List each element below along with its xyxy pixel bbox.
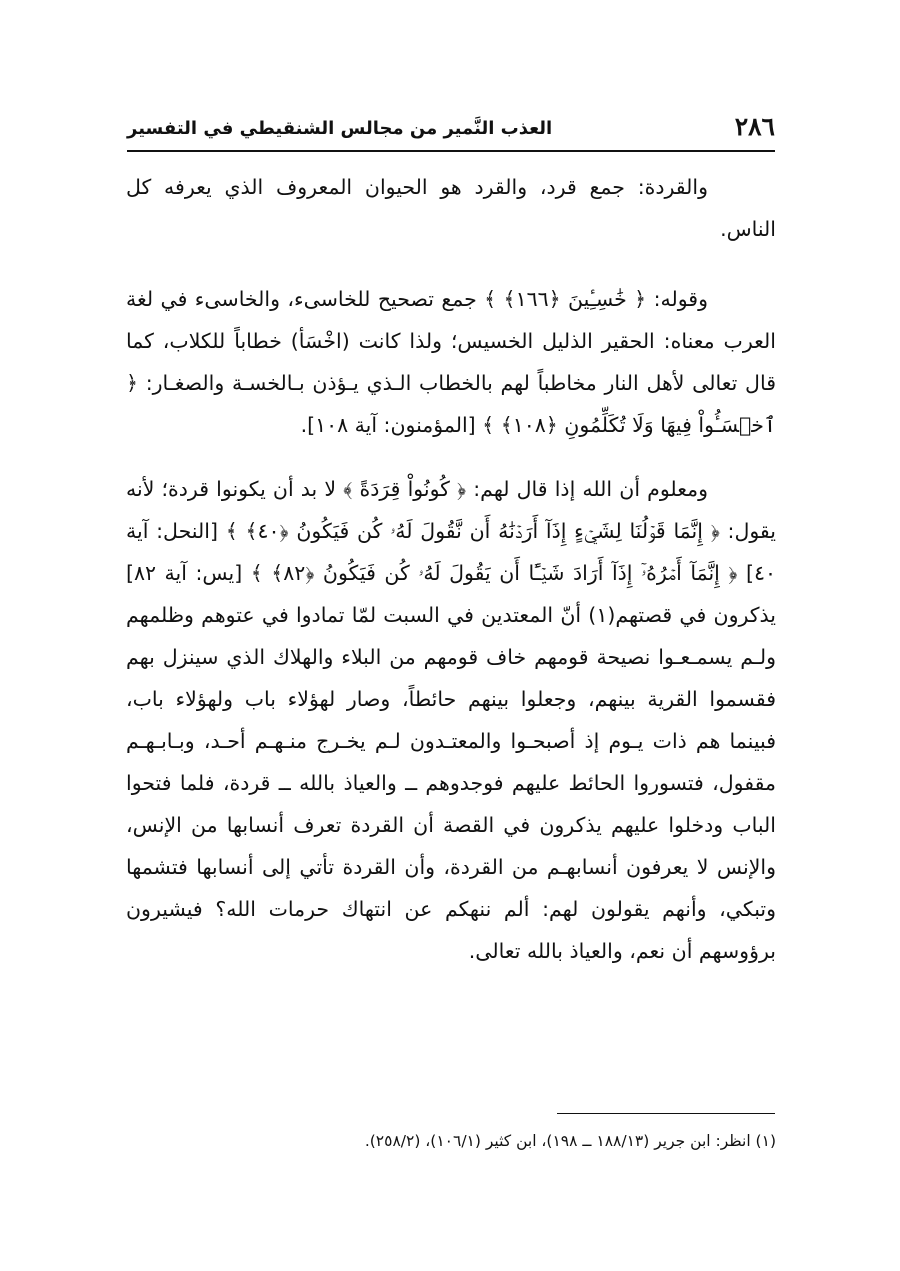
paragraph-khasiin-explanation: وقوله: ﴿ خَٰسِـِٔينَ ﴿١٦٦﴾ ﴾ جمع تصحيح للخاسىء، والخاسىء في لغة العرب معناه: الحقير الذليل الخسيس؛ ولذا كانت (اخْسَأ) خطاباً للكلاب، كما قال تعالى لأهل النار مخاطباً لهم بالخطاب الـذي يـؤذن بـالخسـة والصغـار: ﴿ ٱخۡسَـُٔواْ فِيهَا وَلَا تُكَلِّمُونِ ﴿١٠٨﴾ ﴾ [المؤمنون: آية ١٠٨]. [126, 287, 776, 437]
header-rule [127, 150, 775, 152]
page-header [127, 112, 775, 146]
footnote-rule [557, 1113, 775, 1114]
running-title: العذب النَّمير من مجالس الشنقيطي في التفسير [127, 118, 553, 139]
body-text [126, 166, 776, 972]
paragraph-sabbath-story: ومعلوم أن الله إذا قال لهم: ﴿ كُونُواْ قِرَدَةً ﴾ لا بد أن يكونوا قردة؛ لأنه يقول: ﴿ إِنَّمَا قَوۡلُنَا لِشَيۡءٍ إِذَآ أَرَدۡنَٰهُ أَن نَّقُولَ لَهُۥ كُن فَيَكُونُ ﴿٤٠﴾ ﴾ [النحل: آية ٤٠] ﴿ إِنَّمَآ أَمۡرُهُۥٓ إِذَآ أَرَادَ شَيۡـًٔا أَن يَقُولَ لَهُۥ كُن فَيَكُونُ ﴿٨٢﴾ ﴾ [يس: آية ٨٢] يذكرون في قصتهم(١) أنّ المعتدين في السبت لمّا تمادوا في عتوهم وظلمهم ولـم يسمـعـوا نصيحة قومهم خاف قومهم من البلاء والهلاك الذي سينزل بهم فقسموا القرية بينهم، وجعلوا بينهم حائطاً، وصار لهؤلاء باب ولهؤلاء باب، فبينما هم ذات يـوم إذ أصبحـوا والمعتـدون لـم يخـرج منـهـم أحـد، وبـابـهـم مقفول، فتسوروا الحائط عليهم فوجدوهم ــ والعياذ بالله ــ قردة، فلما فتحوا الباب ودخلوا عليهم يذكرون في القصة أن القردة تعرف أنسابها من الإنس، والإنس لا يعرفون أنسابهـم من القردة، وأن القردة تأتي إلى أنسابها فتشمها وتبكي، وأنهم يقولون لهم: ألم ننهكم عن انتهاك حرمات الله؟ فيشيرون برؤوسهم أن نعم، والعياذ بالله تعالى. [126, 477, 777, 963]
paragraph-gap [126, 446, 776, 468]
footnote: (١) انظر: ابن جرير (١٨٨/١٣ ــ ١٩٨)، ابن كثير (١٠٦/١)، (٢٥٨/٢). [364, 1132, 776, 1150]
paragraph-gap [126, 250, 776, 278]
page-number: ٢٨٦ [734, 112, 775, 141]
paragraph-qirada-definition: والقردة: جمع قرد، والقرد هو الحيوان المعروف الذي يعرفه كل الناس. [126, 175, 776, 241]
